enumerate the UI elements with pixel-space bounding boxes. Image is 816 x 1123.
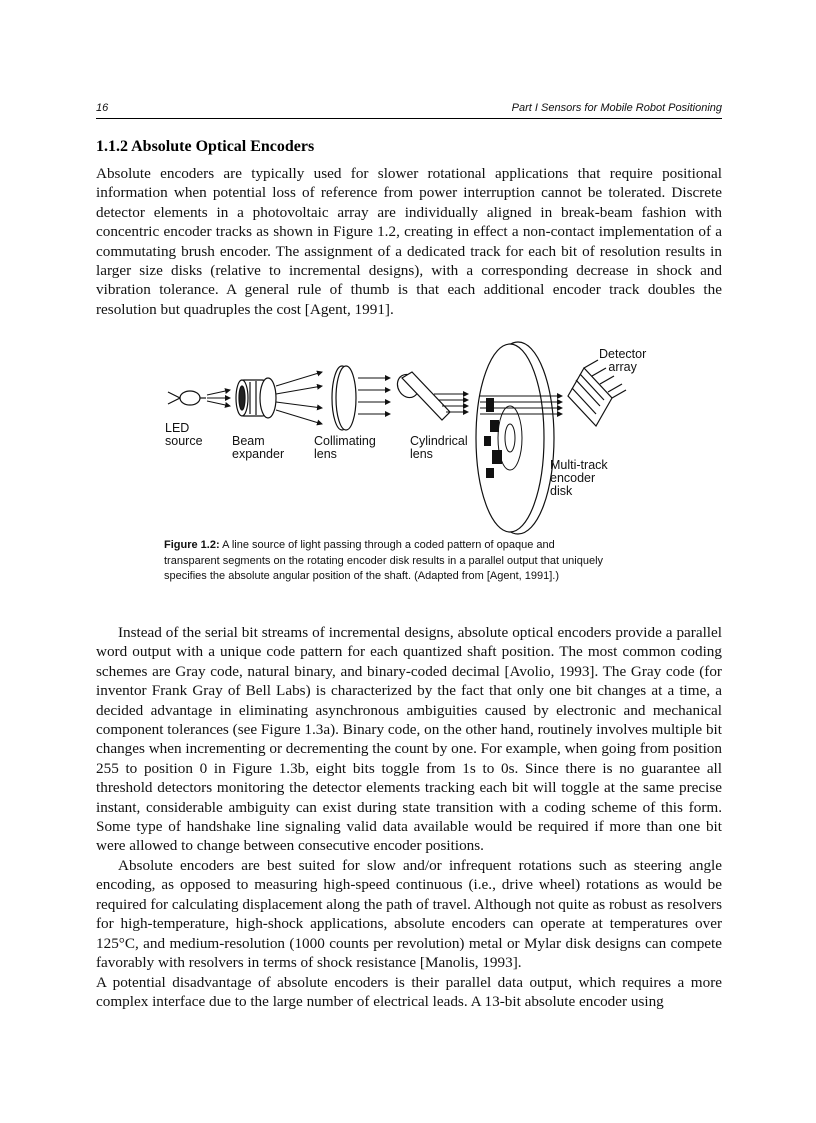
label-led-source: LED source (165, 421, 203, 448)
caption-text: A line source of light passing through a coded pattern of opaque and transparent segments on the rotating encoder disk results in a parallel output that uniquely specifies the absolute angular position of the shaft. (Adapted from [Agent, 1991].) (164, 539, 604, 582)
label-collimating-lens: Collimating lens (314, 434, 376, 461)
paragraph-1: Absolute encoders are typically used for slower rotational applications that require positional information when potential loss of reference from power interruption cannot be tolerated. Discrete detector elements in a photovoltaic array are individually aligned in break-beam fashion with concentric encoder tracks as shown in Figure 1.2, creating in effect a non-contact implementation of a commutating brush encoder. The assignment of a dedicated track for each bit of resolution results in larger size disks (relative to incremental designs), with a corresponding decrease in shock and vibration tolerance. A general rule of thumb is that each additional encoder track doubles the resolution but quadruples the cost [Agent, 1991]. (96, 165, 722, 318)
led-source (168, 391, 206, 405)
paragraph-2: Instead of the serial bit streams of incremental designs, absolute optical encoders provide a parallel word output with a unique code pattern for each quantized shaft position. The most common coding schemes are Gray code, natural binary, and binary-coded decimal [Avolio, 1993]. The Gray code (for inventor Frank Gray of Bell Labs) is characterized by the fact that only one bit changes at a time, a decided advantage in eliminating asynchronous ambiguities caused by electronic and mechanical component tolerances (see Figure 1.3a). Binary code, on the other hand, routinely involves multiple bit changes when incrementing or decrementing the count by one. For example, when going from position 255 to position 0 in Figure 1.3b, eight bits toggle from 1s to 0s. Since there is no guarantee all threshold detectors monitoring the detector elements tracking each bit will toggle at the same precise instant, considerable ambiguity can exist during state transition with a coding scheme of this form. Some type of handshake line signaling valid data available would be required if more than one bit were allowed to change between consecutive encoder positions. (96, 624, 722, 855)
section-heading: 1.1.2 Absolute Optical Encoders (96, 138, 315, 155)
expander-rays (276, 372, 322, 424)
collimating-lens (332, 366, 356, 430)
paragraph-3: Absolute encoders are best suited for slow and/or infrequent rotations such as steering angle encoding, as opposed to measuring high-speed continuous (i.e., drive wheel) rotations as would be required for calculating displacement along the path of travel. Although not quite as robust as resolvers for high-temperature, high-shock applications, absolute encoders can operate at temperatures over 125°C, and medium-resolution (1000 counts per revolution) metal or Mylar disk designs can compete favorably with resolvers in terms of shock resistance [Manolis, 1993]. (96, 857, 722, 972)
beam-expander (236, 378, 276, 418)
caption-label: Figure 1.2: (164, 539, 220, 551)
page-number: 16 (96, 102, 109, 114)
running-header (96, 100, 722, 119)
label-beam-expander: Beam expander (232, 434, 285, 461)
running-title: Part I Sensors for Mobile Robot Positioning (511, 102, 722, 114)
figure-caption (164, 538, 604, 585)
label-detector-array: Detector array (599, 347, 647, 374)
collimated-rays (358, 378, 390, 414)
label-cylindrical-lens: Cylindrical lens (410, 434, 468, 461)
encoder-disk (476, 342, 554, 534)
paragraph-4: A potential disadvantage of absolute encoders is their parallel data output, which requires a more complex interface due to the large number of electrical leads. A 13-bit absolute encoder using (96, 974, 722, 1011)
figure-1-2 (150, 338, 670, 538)
cylindrical-lens (393, 371, 450, 420)
label-encoder-disk: Multi-track encoder disk (550, 458, 608, 498)
led-rays (207, 390, 230, 406)
